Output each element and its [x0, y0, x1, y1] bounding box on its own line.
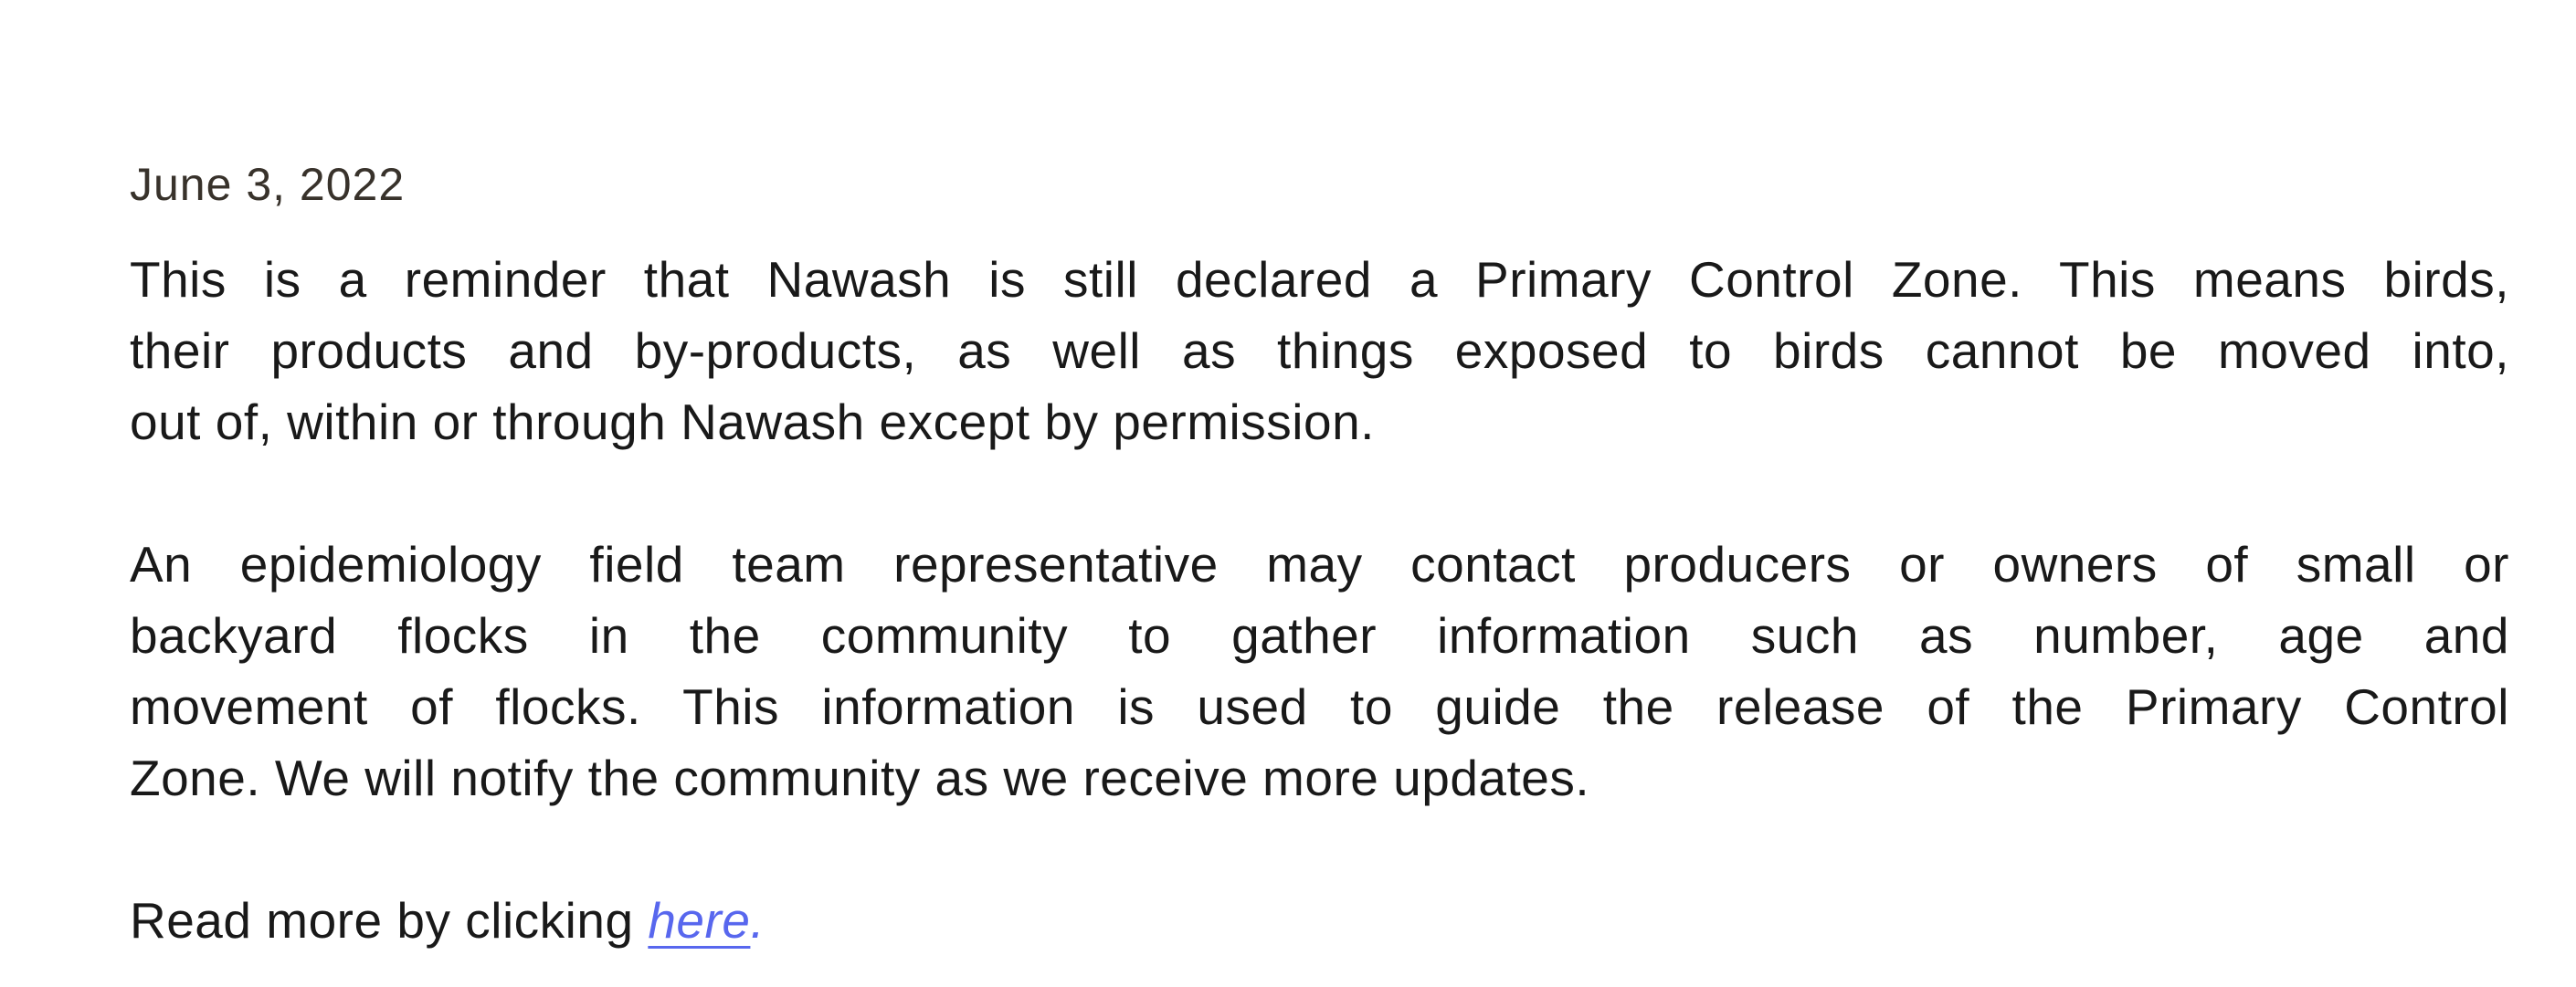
- read-more-text: Read more by clicking: [130, 892, 649, 949]
- paragraph-line: backyard flocks in the community to gather information such as number, age and: [130, 607, 2509, 664]
- paragraph-line: movement of flocks. This information is used to guide the release of the Primary Control: [130, 678, 2509, 735]
- paragraph-line: This is a reminder that Nawash is still declared a Primary Control Zone. This means birds,: [130, 251, 2509, 308]
- paragraph-line: An epidemiology field team representative may contact producers or owners of small or: [130, 536, 2509, 593]
- read-more-line: [130, 885, 2509, 956]
- post-date: June 3, 2022: [130, 159, 406, 210]
- paragraph-epidemiology-team: [130, 529, 2509, 814]
- paragraph-line: Zone. We will notify the community as we receive more updates.: [130, 750, 1590, 806]
- paragraph-line: out of, within or through Nawash except by permission.: [130, 394, 1375, 450]
- paragraph-pcz-reminder: [130, 244, 2509, 457]
- paragraph-line: their products and by-products, as well as things exposed to birds cannot be moved into,: [130, 322, 2509, 379]
- read-more-link[interactable]: here: [648, 892, 751, 949]
- read-more-period: .: [750, 892, 765, 949]
